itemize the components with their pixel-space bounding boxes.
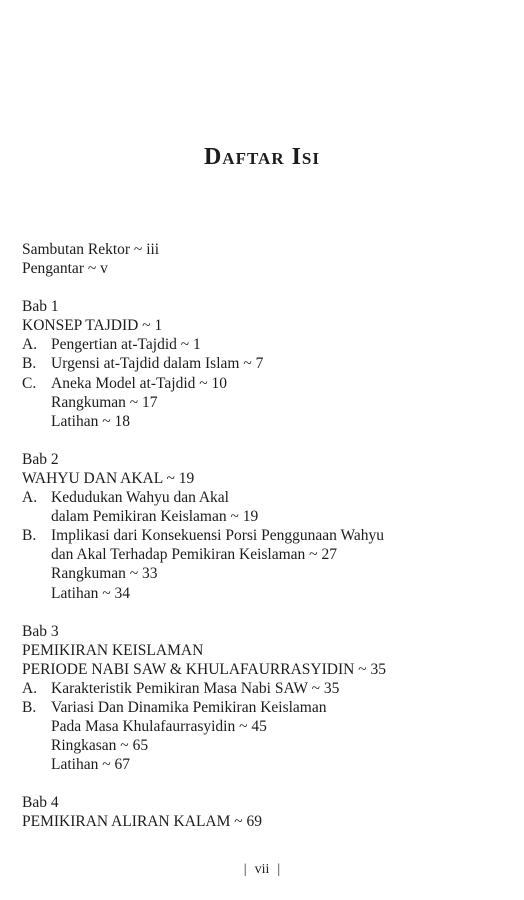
spacer (22, 603, 502, 622)
section-title: Implikasi dari Konsekuensi Porsi Penggunaan Wahyu (51, 527, 384, 545)
section-title: Karakteristik Pemikiran Masa Nabi SAW ~ 35 (51, 679, 340, 697)
summary-entry: Ringkasan ~ 65 (51, 737, 149, 755)
section-title: Pada Masa Khulafaurrasyidin ~ 45 (51, 718, 267, 736)
section-letter: B. (22, 527, 37, 545)
section-letter: C. (22, 374, 37, 392)
summary-entry: Latihan ~ 34 (51, 584, 130, 602)
section-letter: B. (22, 698, 37, 716)
section-letter: A. (22, 679, 38, 697)
section-entry (22, 354, 502, 373)
section-entry (22, 507, 502, 526)
summary-entry: Rangkuman ~ 17 (51, 393, 158, 411)
section-entry (22, 698, 502, 717)
chapter-label: Bab 2 (22, 450, 59, 468)
section-title: Urgensi at-Tajdid dalam Islam ~ 7 (51, 355, 264, 373)
page-footer (0, 862, 524, 878)
chapter-heading: PERIODE NABI SAW & KHULAFAURRASYIDIN ~ 35 (22, 660, 386, 678)
section-title: Pengertian at-Tajdid ~ 1 (51, 336, 201, 354)
chapter-label: Bab 3 (22, 622, 59, 640)
section-title: dan Akal Terhadap Pemikiran Keislaman ~ 27 (51, 546, 337, 564)
section-title: Variasi Dan Dinamika Pemikiran Keislaman (51, 698, 327, 716)
section-title: Kedudukan Wahyu dan Akal (51, 489, 229, 507)
section-entry (22, 679, 502, 698)
table-of-contents (22, 240, 502, 832)
chapter-label: Bab 1 (22, 298, 59, 316)
spacer (22, 278, 502, 297)
spacer (22, 774, 502, 793)
page-number: vii (254, 862, 270, 877)
front-matter-entry: Pengantar ~ v (22, 260, 108, 278)
spacer (22, 431, 502, 450)
front-matter-entry: Sambutan Rektor ~ iii (22, 241, 160, 258)
summary-entry: Rangkuman ~ 33 (51, 565, 158, 583)
summary-entry: Latihan ~ 67 (51, 756, 130, 774)
section-title: Aneka Model at-Tajdid ~ 10 (51, 374, 228, 392)
footer-divider-left: | (243, 862, 247, 877)
chapter-label: Bab 4 (22, 794, 59, 812)
section-entry (22, 717, 502, 736)
summary-entry: Latihan ~ 18 (51, 412, 130, 430)
chapter-heading: PEMIKIRAN KEISLAMAN (22, 641, 204, 659)
section-entry (22, 526, 502, 545)
chapter-heading: WAHYU DAN AKAL ~ 19 (22, 469, 195, 487)
section-letter: A. (22, 489, 38, 507)
section-letter: B. (22, 355, 37, 373)
section-letter: A. (22, 336, 38, 354)
chapter-heading: PEMIKIRAN ALIRAN KALAM ~ 69 (22, 813, 263, 831)
section-entry (22, 545, 502, 564)
section-title: dalam Pemikiran Keislaman ~ 19 (51, 508, 259, 526)
section-entry (22, 374, 502, 393)
section-entry (22, 488, 502, 507)
chapter-heading: KONSEP TAJDID ~ 1 (22, 317, 163, 335)
footer-divider-right: | (277, 862, 281, 877)
page-title: Daftar Isi (203, 144, 321, 170)
section-entry (22, 335, 502, 354)
